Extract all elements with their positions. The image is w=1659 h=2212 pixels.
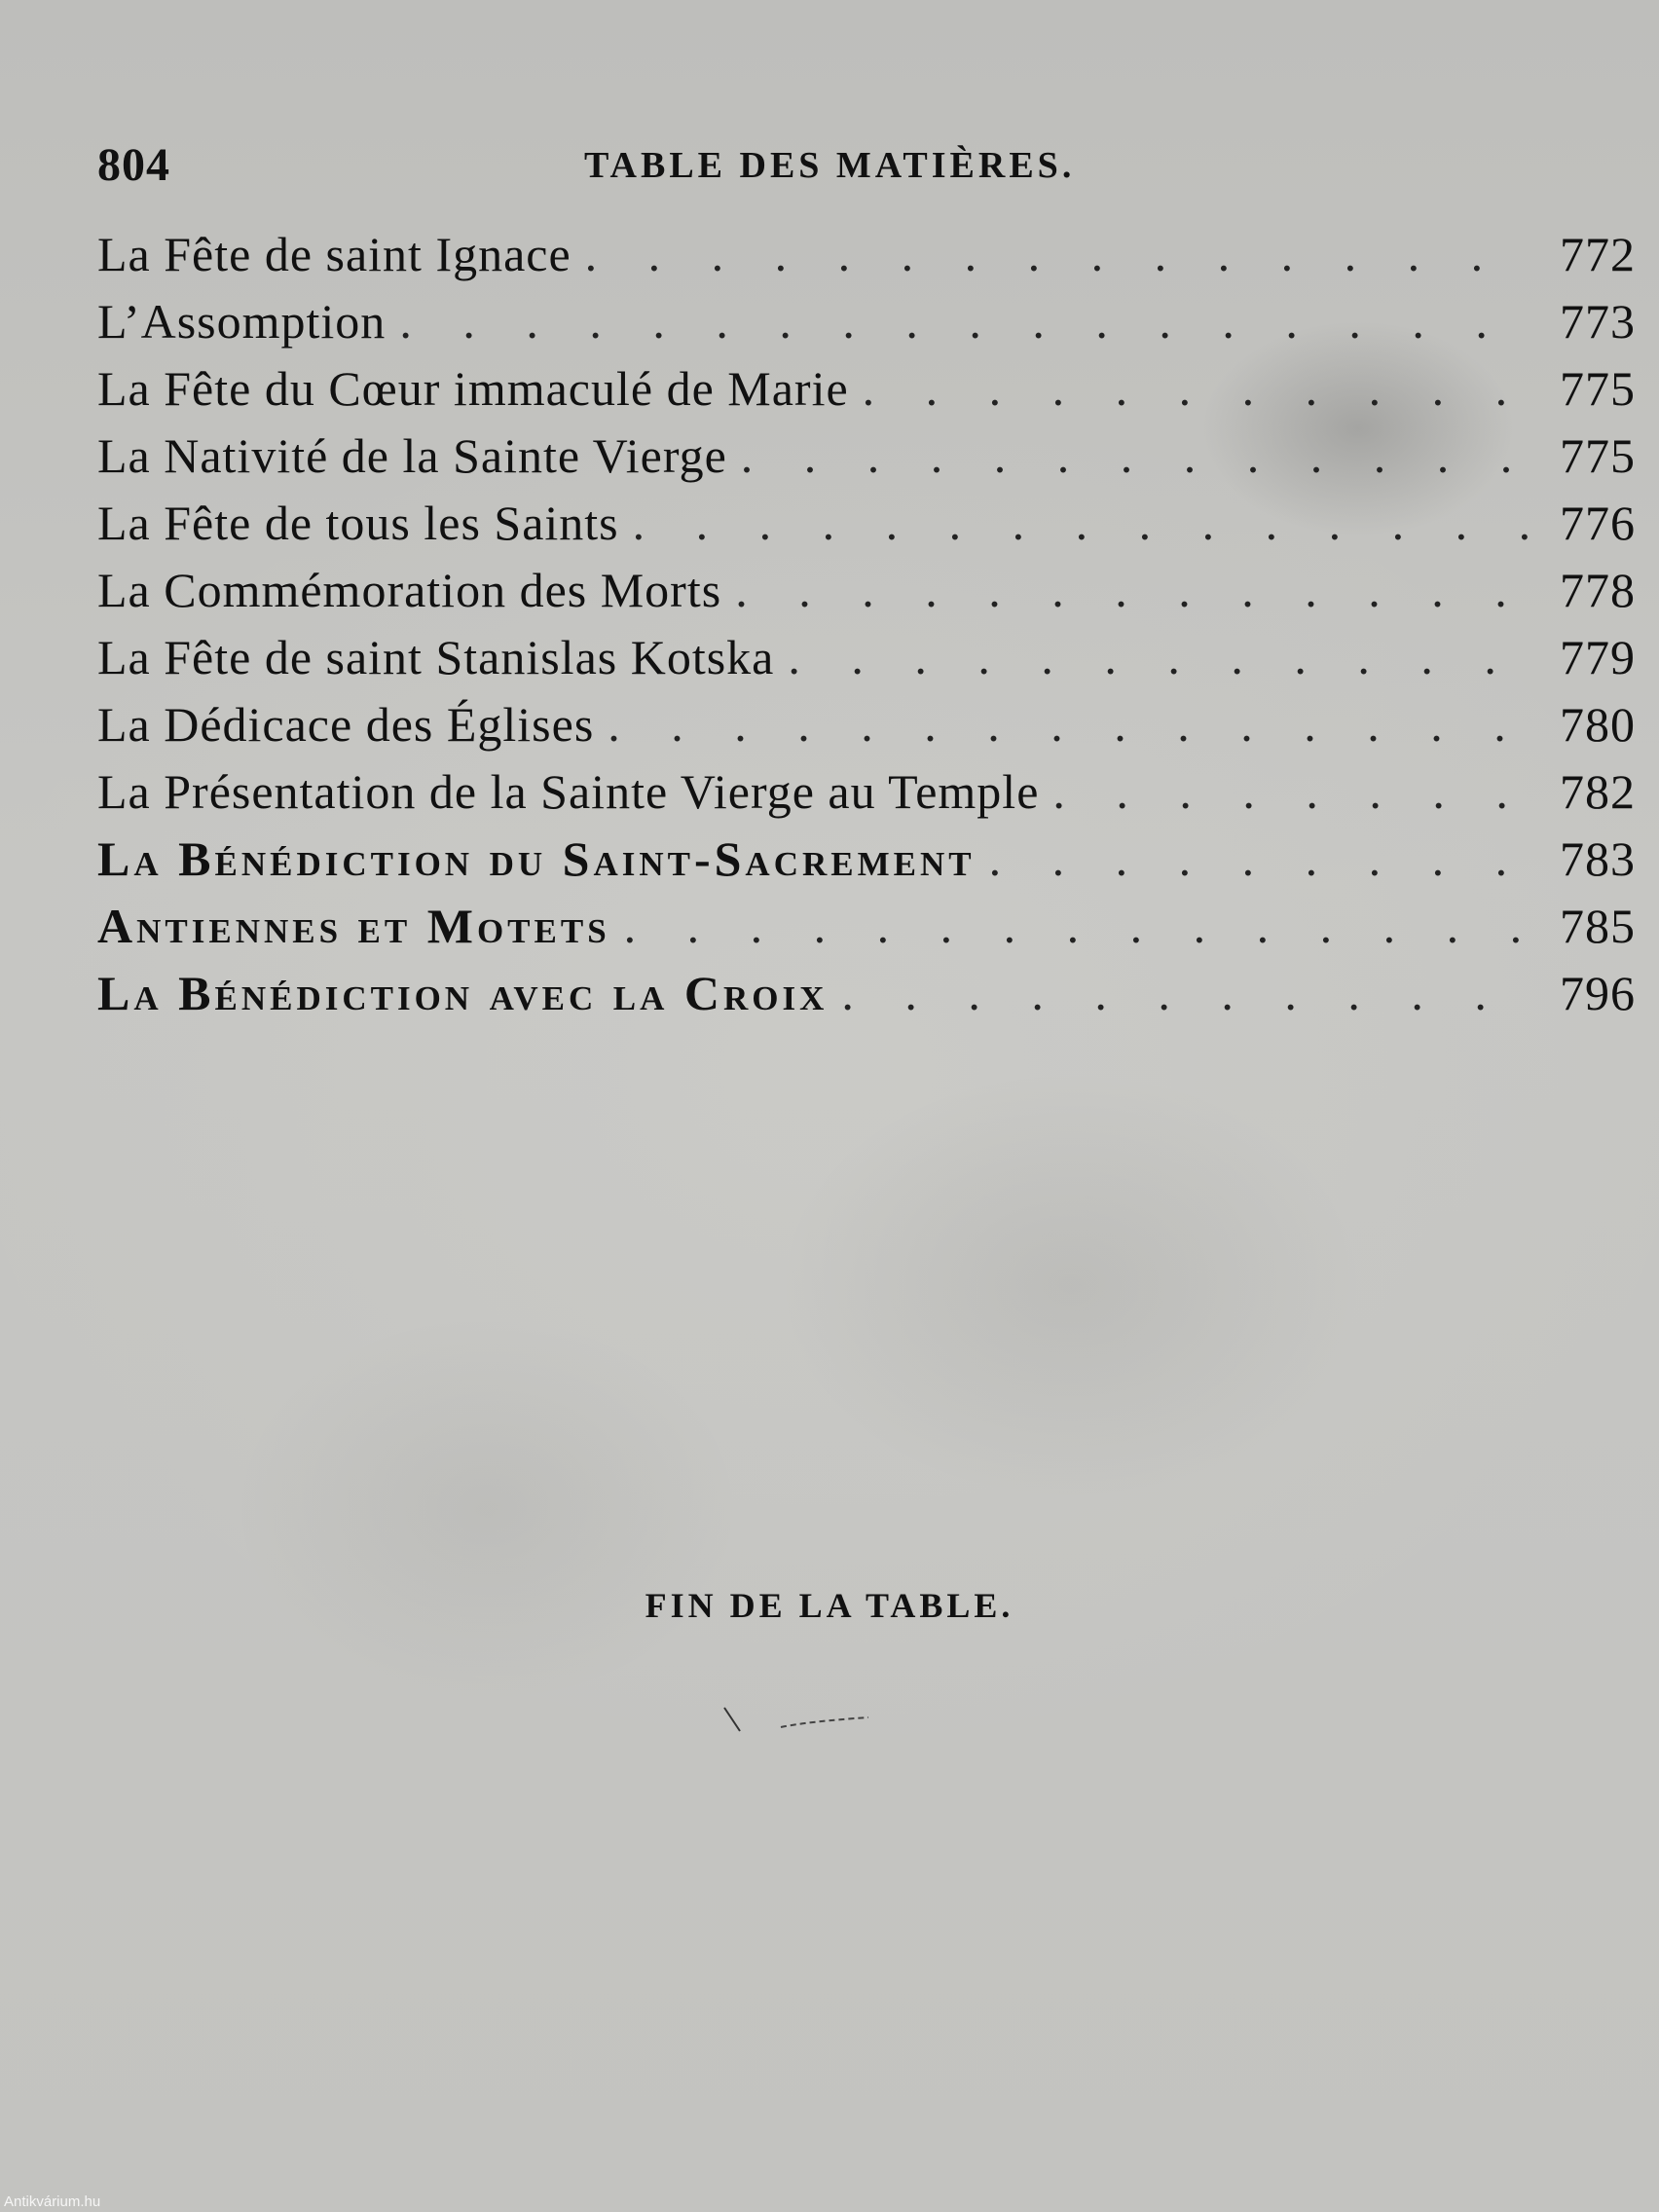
- toc-entry-title: La Dédicace des Églises: [97, 697, 595, 752]
- toc-entry-page: 780: [1560, 697, 1636, 752]
- toc-entry: [97, 360, 1636, 427]
- dot-leader: [727, 427, 1529, 484]
- table-of-contents: [97, 226, 1636, 1032]
- toc-entry: [97, 898, 1636, 965]
- page-number: 804: [97, 139, 170, 191]
- dot-leader: [571, 226, 1529, 282]
- toc-entry-title: La Fête de saint Stanislas Kotska: [97, 630, 775, 684]
- toc-entry-title: La Commémoration des Morts: [97, 563, 722, 617]
- toc-entry: [97, 629, 1636, 696]
- toc-entry: [97, 830, 1636, 898]
- dot-leader: [1039, 763, 1529, 820]
- dot-leader: [610, 898, 1529, 954]
- toc-entry-title: La Fête de tous les Saints: [97, 496, 619, 550]
- toc-entry: [97, 696, 1636, 763]
- toc-entry: [97, 495, 1636, 562]
- toc-entry-page: 796: [1560, 966, 1636, 1020]
- toc-entry-title: La Nativité de la Sainte Vierge: [97, 428, 727, 483]
- dot-leader: [976, 830, 1529, 887]
- dot-leader: [721, 562, 1529, 618]
- dot-leader: [828, 965, 1529, 1021]
- toc-entry-page: 775: [1560, 428, 1636, 483]
- toc-entry: [97, 562, 1636, 629]
- toc-entry-page: 778: [1560, 563, 1636, 617]
- toc-entry: [97, 293, 1636, 360]
- dot-leader: [774, 629, 1529, 685]
- toc-entry-title: La Bénédiction avec la Croix: [97, 966, 829, 1020]
- toc-entry-page: 782: [1560, 764, 1636, 819]
- running-head-title: TABLE DES MATIÈRES.: [584, 145, 1076, 186]
- watermark: Antikvárium.hu: [4, 2194, 101, 2210]
- toc-entry-page: 775: [1560, 361, 1636, 416]
- toc-entry-page: 776: [1560, 496, 1636, 550]
- toc-entry-page: 773: [1560, 294, 1636, 349]
- toc-entry-title: La Bénédiction du Saint-Sacrement: [97, 831, 976, 886]
- toc-entry: [97, 763, 1636, 830]
- toc-entry-title: L’Assomption: [97, 294, 387, 349]
- toc-entry: [97, 226, 1636, 293]
- toc-entry-page: 785: [1560, 899, 1636, 953]
- toc-entry-page: 779: [1560, 630, 1636, 684]
- toc-entry-page: 783: [1560, 831, 1636, 886]
- dot-leader: [594, 696, 1529, 753]
- dot-leader: [386, 293, 1529, 350]
- ink-smudge: [722, 1706, 878, 1745]
- toc-entry: [97, 965, 1636, 1032]
- dot-leader: [619, 495, 1529, 551]
- end-of-table-text: FIN DE LA TABLE.: [645, 1586, 1014, 1625]
- running-head: [97, 138, 1636, 197]
- toc-entry-title: La Présentation de la Sainte Vierge au Temple: [97, 764, 1040, 819]
- toc-entry: [97, 427, 1636, 495]
- toc-entry-title: La Fête du Cœur immaculé de Marie: [97, 361, 849, 416]
- toc-entry-page: 772: [1560, 227, 1636, 281]
- toc-entry-title: Antiennes et Motets: [97, 899, 610, 953]
- toc-entry-title: La Fête de saint Ignace: [97, 227, 571, 281]
- dot-leader: [849, 360, 1529, 417]
